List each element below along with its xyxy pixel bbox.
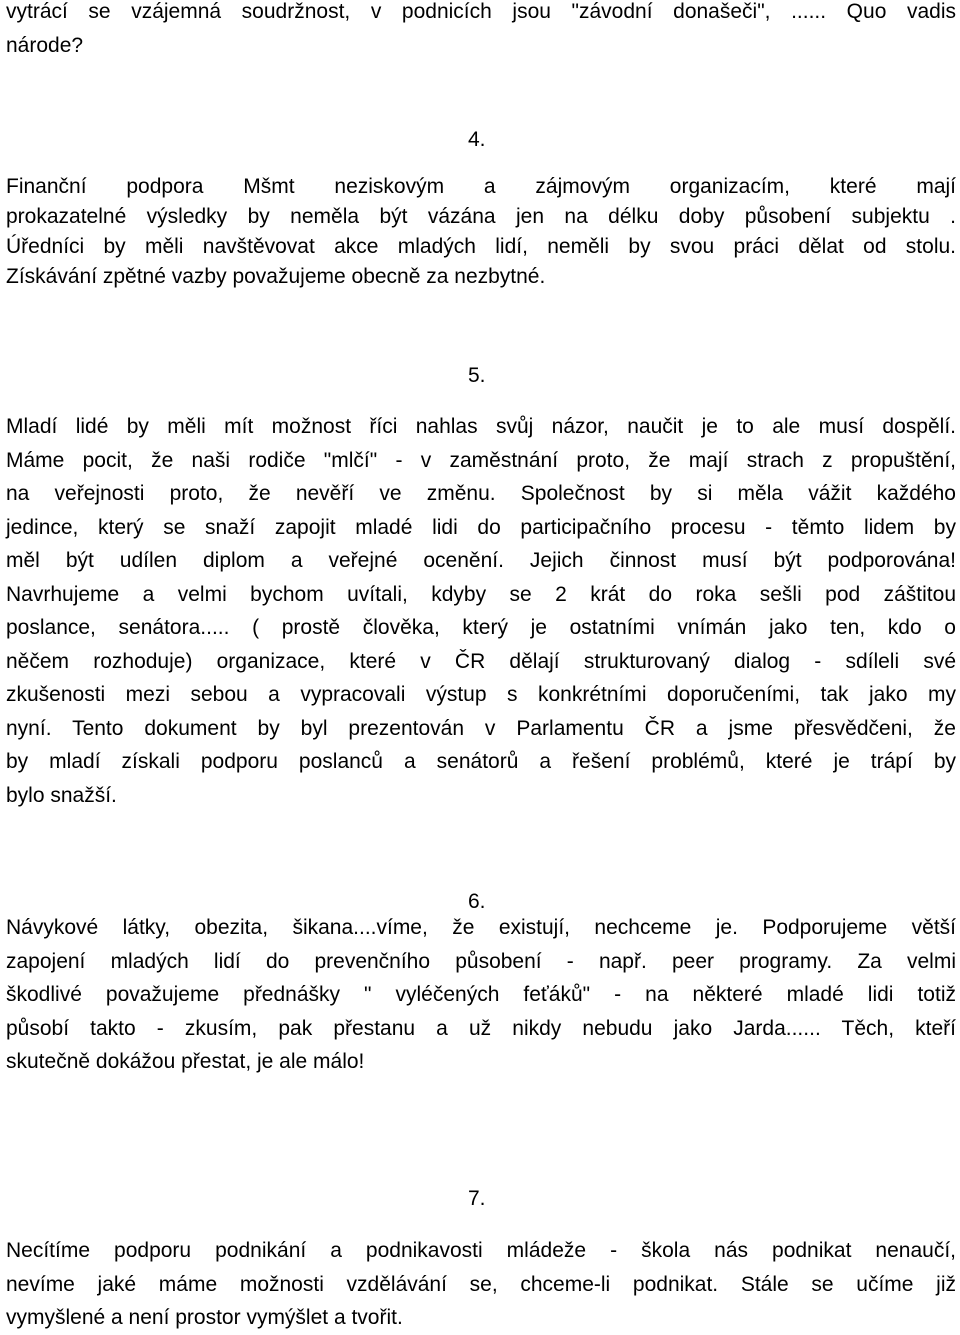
section-paragraph (6, 410, 956, 812)
paragraph-line: Mladí lidé by měli mít možnost říci nahlas svůj názor, naučit je to ale musí dospělí. (6, 415, 956, 438)
paragraph-line: nyní. Tento dokument by byl prezentován v Parlamentu ČR a jsme přesvědčeni, že (6, 716, 956, 740)
section-paragraph (6, 1234, 956, 1335)
paragraph-line: Necítíme podporu podnikání a podnikavosti mládeže - škola nás podnikat nenaučí, (6, 1239, 956, 1262)
section-paragraph (6, 172, 956, 292)
paragraph-line: Navrhujeme a velmi bychom uvítali, kdyby se 2 krát do roka sešli pod záštitou (6, 582, 956, 606)
paragraph-line: zkušenosti mezi sebou a vypracovali výstup s konkrétními doporučeními, tak jako my (6, 683, 956, 706)
paragraph-line: Návykové látky, obezita, šikana....víme, že existují, nechceme je. Podporujeme větší (6, 916, 956, 939)
section-paragraph (6, 911, 956, 1079)
paragraph-line: Finanční podpora Mšmt neziskovým a zájmovým organizacím, které mají (6, 175, 956, 198)
paragraph-line: bylo snažší. (6, 783, 117, 807)
paragraph-line: prokazatelné výsledky by neměla být vázána jen na délku doby působení subjektu . (6, 205, 956, 228)
paragraph-line: něčem rozhoduje) organizace, které v ČR dělají strukturovaný dialog - sdíleli své (6, 649, 956, 673)
paragraph-line: Úředníci by měli navštěvovat akce mladých lidí, neměli by svou práci dělat od stolu. (6, 235, 956, 258)
paragraph-line: jedince, který se snaží zapojit mladé lidi do participačního procesu - těmto lidem by (6, 515, 956, 539)
paragraph-line: vymyšlené a není prostor vymýšlet a tvořit. (6, 1306, 403, 1329)
section-number: 7. (468, 1187, 486, 1210)
section-number: 6. (468, 890, 486, 913)
paragraph-line: poslance, senátora..... ( prostě člověka, který je ostatními vnímán jako ten, kdo o (6, 616, 956, 639)
section-number: 4. (468, 128, 486, 151)
paragraph-line: zapojení mladých lidí do prevenčního působení - např. peer programy. Za velmi (6, 949, 956, 973)
paragraph-line: Máme pocit, že naši rodiče "mlčí" - v zaměstnání proto, že mají strach z propuštění, (6, 448, 956, 472)
continuation-paragraph (6, 0, 956, 62)
section-number: 5. (468, 364, 486, 387)
paragraph-line: Získávání zpětné vazby považujeme obecně za nezbytné. (6, 265, 546, 288)
paragraph-line: na veřejnosti proto, že nevěří ve změnu. Společnost by si měla vážit každého (6, 482, 956, 505)
paragraph-line: měl být udílen diplom a veřejné ocenění. Jejich činnost musí být podporována! (6, 549, 956, 572)
paragraph-line: působí takto - zkusím, pak přestanu a už nikdy nebudu jako Jarda...... Těch, kteří (6, 1016, 956, 1040)
paragraph-line: škodlivé považujeme přednášky " vyléčených feťáků" - na některé mladé lidi totiž (6, 983, 956, 1006)
paragraph-line: nevíme jaké máme možnosti vzdělávání se, chceme-li podnikat. Stále se učíme již (6, 1272, 956, 1296)
paragraph-line: národe? (6, 33, 84, 57)
paragraph-line: skutečně dokážou přestat, je ale málo! (6, 1050, 365, 1073)
paragraph-line: by mladí získali podporu poslanců a senátorů a řešení problémů, které je trápí by (6, 750, 956, 773)
paragraph-line: vytrácí se vzájemná soudržnost, v podnicích jsou "závodní donašeči", ...... Quo vadis (6, 0, 956, 23)
